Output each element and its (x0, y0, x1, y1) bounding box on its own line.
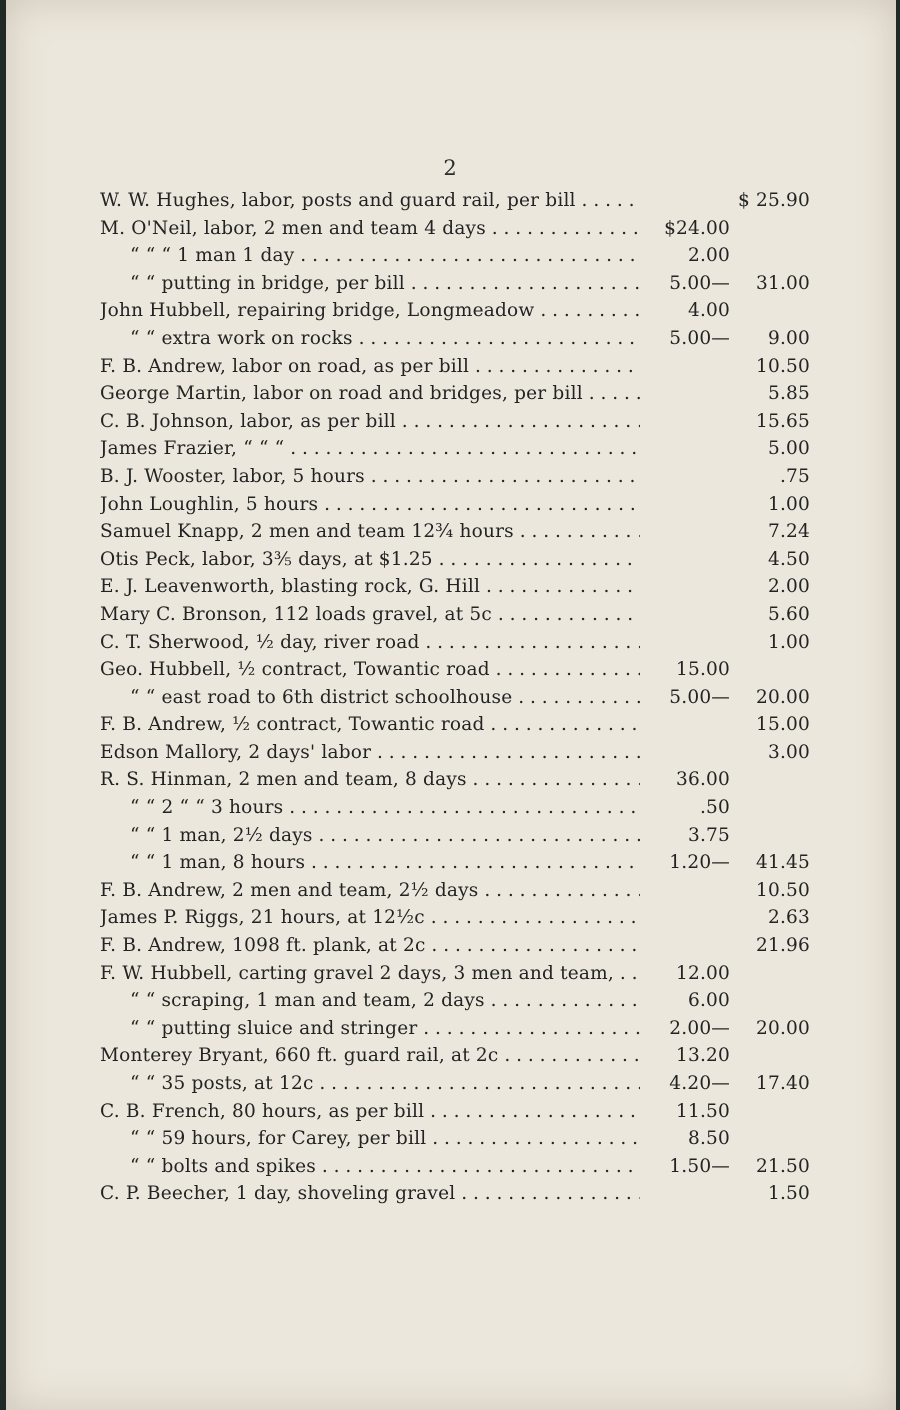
ledger-row (100, 521, 810, 549)
entry-description: “ “ bolts and spikes . . . (100, 1156, 640, 1177)
entry-description: “ “ 1 man, 8 hours . . . (100, 852, 640, 873)
entry-amount: 8.50 (688, 1128, 730, 1150)
entry-total: 20.00 (756, 1017, 810, 1039)
entry-description: C. P. Beecher, 1 day, shoveling gravel . . . (100, 1183, 640, 1204)
entry-description: Monterey Bryant, 660 ft. guard rail, at 2c . . . (100, 1045, 640, 1066)
entry-description: M. O'Neil, labor, 2 men and team 4 days . . . (100, 218, 640, 239)
entry-total: 10.50 (756, 879, 810, 901)
ledger-row (100, 300, 810, 328)
ledger-row (100, 714, 810, 742)
entry-description: “ “ 1 man, 2½ days . . . (100, 825, 640, 846)
entry-description: “ “ putting in bridge, per bill . . . (100, 273, 640, 294)
ledger-row (100, 411, 810, 439)
page-number: 2 (443, 156, 457, 180)
ledger-row (100, 1156, 810, 1184)
entry-description: “ “ 35 posts, at 12c . . . (100, 1073, 640, 1094)
ledger-row (100, 1128, 810, 1156)
entry-amount: 13.20 (676, 1045, 730, 1067)
entry-description: C. B. French, 80 hours, as per bill . . . (100, 1101, 640, 1122)
entry-description: E. J. Leavenworth, blasting rock, G. Hill . . . (100, 576, 640, 597)
entry-total: 15.00 (756, 714, 810, 736)
ledger-row (100, 742, 810, 770)
entry-total: 9.00 (768, 327, 810, 349)
entry-description: B. J. Wooster, labor, 5 hours . . . (100, 466, 640, 487)
entry-description: “ “ putting sluice and stringer . . . (100, 1018, 640, 1039)
entry-total: 21.50 (756, 1155, 810, 1177)
entry-description: F. B. Andrew, labor on road, as per bill . . . (100, 356, 640, 377)
entry-description: F. B. Andrew, 2 men and team, 2½ days . . . (100, 880, 640, 901)
entry-amount: 5.00— (669, 686, 730, 708)
ledger-row (100, 659, 810, 687)
entry-amount: $24.00 (664, 217, 730, 239)
ledger-row (100, 576, 810, 604)
entry-description: C. B. Johnson, labor, as per bill . . . (100, 411, 640, 432)
ledger-row (100, 328, 810, 356)
entry-description: John Loughlin, 5 hours . . . (100, 494, 640, 515)
entry-amount: .50 (699, 797, 730, 819)
entry-description: “ “ east road to 6th district schoolhouse . . . (100, 687, 640, 708)
entry-description: James P. Riggs, 21 hours, at 12½c . . . (100, 907, 640, 928)
entry-description: Mary C. Bronson, 112 loads gravel, at 5c . . . (100, 604, 640, 625)
entry-description: F. B. Andrew, ½ contract, Towantic road . . . (100, 714, 640, 735)
entry-total: .75 (779, 465, 810, 487)
ledger-row (100, 383, 810, 411)
entry-total: 2.63 (768, 907, 810, 929)
ledger-row (100, 907, 810, 935)
entry-description: “ “ 2 “ “ 3 hours . . . (100, 797, 640, 818)
entry-description: “ “ “ 1 man 1 day . . . (100, 245, 640, 266)
ledger-row (100, 687, 810, 715)
ledger-row (100, 604, 810, 632)
entry-description: Edson Mallory, 2 days' labor . . . (100, 742, 640, 763)
entry-description: W. W. Hughes, labor, posts and guard rail, per bill . . . (100, 190, 640, 211)
ledger-row (100, 273, 810, 301)
ledger-row (100, 245, 810, 273)
entry-description: “ “ scraping, 1 man and team, 2 days . . . (100, 990, 640, 1011)
entry-total: 21.96 (756, 935, 810, 957)
entry-description: “ “ 59 hours, for Carey, per bill . . . (100, 1128, 640, 1149)
entry-description: F. W. Hubbell, carting gravel 2 days, 3 men and team, . . . (100, 963, 640, 984)
ledger-row (100, 1073, 810, 1101)
entry-total: 4.50 (768, 548, 810, 570)
ledger-list (100, 190, 810, 1211)
entry-amount: 4.20— (669, 1073, 730, 1094)
entry-description: F. B. Andrew, 1098 ft. plank, at 2c . . . (100, 935, 640, 956)
ledger-row (100, 880, 810, 908)
entry-total: 1.00 (768, 631, 810, 653)
ledger-row (100, 1045, 810, 1073)
entry-amount: 12.00 (676, 962, 730, 984)
entry-total: 3.00 (768, 741, 810, 763)
entry-total: 7.24 (768, 521, 810, 543)
ledger-row (100, 825, 810, 853)
entry-description: John Hubbell, repairing bridge, Longmeadow . . . (100, 300, 640, 321)
ledger-row (100, 438, 810, 466)
entry-total: 5.85 (768, 383, 810, 405)
entry-description: James Frazier, “ “ “ . . . (100, 438, 640, 459)
entry-amount: 3.75 (688, 824, 730, 846)
entry-description: George Martin, labor on road and bridges, per bill . . . (100, 383, 640, 404)
ledger-row (100, 1101, 810, 1129)
entry-total: $ 25.90 (737, 190, 810, 211)
entry-amount: 1.50— (669, 1155, 730, 1177)
ledger-row (100, 632, 810, 660)
entry-amount: 15.00 (676, 659, 730, 681)
entry-total: 31.00 (756, 272, 810, 294)
entry-amount: 2.00— (669, 1017, 730, 1039)
entry-description: Otis Peck, labor, 3⅗ days, at $1.25 . . . (100, 549, 640, 570)
entry-total: 1.00 (768, 493, 810, 515)
entry-total: 15.65 (756, 410, 810, 432)
entry-total: 10.50 (756, 355, 810, 377)
entry-total: 20.00 (756, 686, 810, 708)
entry-description: “ “ extra work on rocks . . . (100, 328, 640, 349)
entry-amount: 2.00 (688, 245, 730, 267)
ledger-row (100, 963, 810, 991)
ledger-row (100, 549, 810, 577)
entry-amount: 11.50 (676, 1100, 730, 1122)
ledger-row (100, 356, 810, 384)
entry-description: Samuel Knapp, 2 men and team 12¾ hours . . . (100, 521, 640, 542)
entry-amount: 6.00 (688, 990, 730, 1012)
entry-total: 17.40 (756, 1073, 810, 1094)
ledger-row (100, 494, 810, 522)
ledger-row (100, 466, 810, 494)
ledger-row (100, 1183, 810, 1211)
ledger-row (100, 797, 810, 825)
entry-amount: 1.20— (669, 852, 730, 874)
entry-total: 5.60 (768, 603, 810, 625)
entry-description: C. T. Sherwood, ½ day, river road . . . (100, 632, 640, 653)
ledger-row (100, 990, 810, 1018)
ledger-row (100, 190, 810, 218)
ledger-row (100, 852, 810, 880)
ledger-row (100, 769, 810, 797)
ledger-row (100, 935, 810, 963)
ledger-row (100, 1018, 810, 1046)
ledger-row (100, 218, 810, 246)
entry-description: R. S. Hinman, 2 men and team, 8 days . . . (100, 769, 640, 790)
entry-amount: 5.00— (669, 327, 730, 349)
entry-amount: 4.00 (688, 300, 730, 322)
entry-description: Geo. Hubbell, ½ contract, Towantic road . . . (100, 659, 640, 680)
entry-total: 1.50 (768, 1183, 810, 1205)
entry-total: 41.45 (756, 852, 810, 874)
entry-amount: 5.00— (669, 272, 730, 294)
entry-total: 2.00 (768, 576, 810, 598)
entry-total: 5.00 (768, 438, 810, 460)
entry-amount: 36.00 (676, 769, 730, 791)
